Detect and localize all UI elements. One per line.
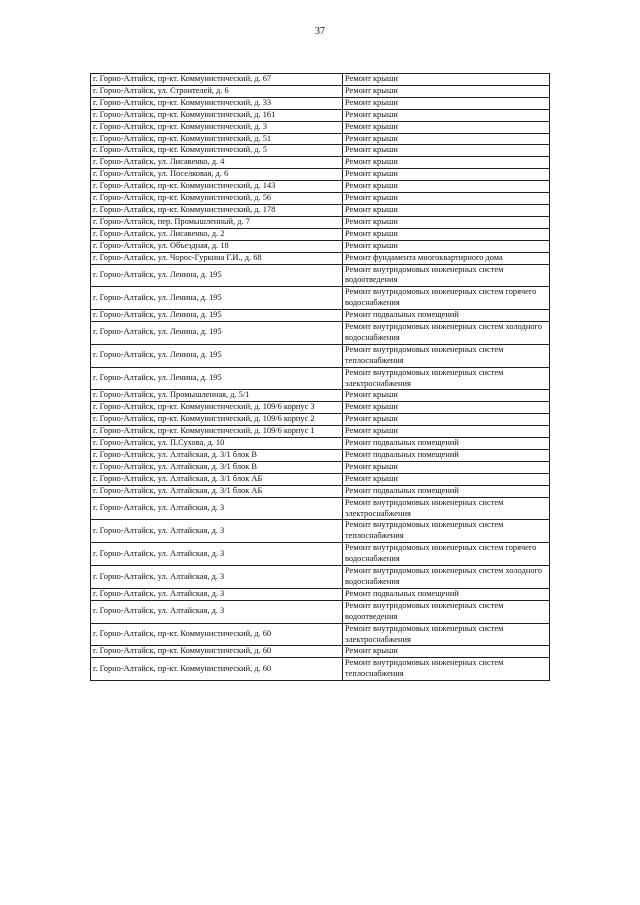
table-row <box>91 588 550 600</box>
table-row <box>91 240 550 252</box>
address-cell: г. Горно-Алтайск, пр-кт. Коммунистический, д. 60 <box>91 646 343 658</box>
address-cell: г. Горно-Алтайск, ул. Лисавенко, д. 4 <box>91 157 343 169</box>
work-type-cell: Ремонт внутридомовых инженерных систем горячего водоснабжения <box>343 287 550 310</box>
address-cell: г. Горно-Алтайск, ул. Чорос-Гуркина Г.И., д. 68 <box>91 252 343 264</box>
address-cell: г. Горно-Алтайск, ул. Алтайская, д. 3 <box>91 520 343 543</box>
table-row <box>91 344 550 367</box>
address-cell: г. Горно-Алтайск, ул. Строителей, д. 6 <box>91 85 343 97</box>
address-cell: г. Горно-Алтайск, ул. Ленина, д. 195 <box>91 264 343 287</box>
address-cell: г. Горно-Алтайск, ул. Алтайская, д. 3 <box>91 497 343 520</box>
work-type-cell: Ремонт подвальных помещений <box>343 485 550 497</box>
page-number: 37 <box>315 26 325 37</box>
address-cell: г. Горно-Алтайск, ул. Ленина, д. 195 <box>91 310 343 322</box>
work-type-cell: Ремонт крыши <box>343 145 550 157</box>
address-cell: г. Горно-Алтайск, пр-кт. Коммунистический, д. 56 <box>91 193 343 205</box>
table-row <box>91 74 550 86</box>
table-row <box>91 193 550 205</box>
table-row <box>91 414 550 426</box>
address-cell: г. Горно-Алтайск, пр-кт. Коммунистический, д. 3 <box>91 121 343 133</box>
table-row <box>91 497 550 520</box>
address-cell: г. Горно-Алтайск, ул. Алтайская, д. 3 <box>91 543 343 566</box>
work-type-cell: Ремонт подвальных помещений <box>343 310 550 322</box>
work-type-cell: Ремонт крыши <box>343 85 550 97</box>
work-type-cell: Ремонт крыши <box>343 204 550 216</box>
table-row <box>91 145 550 157</box>
table-row <box>91 85 550 97</box>
table-row <box>91 322 550 345</box>
work-type-cell: Ремонт крыши <box>343 109 550 121</box>
work-type-cell: Ремонт крыши <box>343 133 550 145</box>
address-cell: г. Горно-Алтайск, ул. Алтайская, д. 3 <box>91 566 343 589</box>
work-type-cell: Ремонт внутридомовых инженерных систем электроснабжения <box>343 497 550 520</box>
table-row <box>91 450 550 462</box>
work-type-cell: Ремонт внутридомовых инженерных систем теплоснабжения <box>343 658 550 681</box>
table-row <box>91 310 550 322</box>
address-cell: г. Горно-Алтайск, пр-кт. Коммунистический, д. 109/6 корпус 2 <box>91 414 343 426</box>
address-cell: г. Горно-Алтайск, пр-кт. Коммунистический, д. 109/6 корпус 1 <box>91 426 343 438</box>
work-type-cell: Ремонт крыши <box>343 121 550 133</box>
work-type-cell: Ремонт внутридомовых инженерных систем холодного водоснабжения <box>343 566 550 589</box>
table-row <box>91 367 550 390</box>
address-cell: г. Горно-Алтайск, ул. Ленина, д. 195 <box>91 344 343 367</box>
work-type-cell: Ремонт внутридомовых инженерных систем горячего водоснабжения <box>343 543 550 566</box>
address-cell: г. Горно-Алтайск, пр-кт. Коммунистический, д. 51 <box>91 133 343 145</box>
work-type-cell: Ремонт крыши <box>343 414 550 426</box>
address-cell: г. Горно-Алтайск, ул. Алтайская, д. 3 <box>91 600 343 623</box>
table-row <box>91 426 550 438</box>
address-cell: г. Горно-Алтайск, ул. Ленина, д. 195 <box>91 367 343 390</box>
work-type-cell: Ремонт крыши <box>343 390 550 402</box>
table-row <box>91 485 550 497</box>
table-row <box>91 658 550 681</box>
table-row <box>91 461 550 473</box>
work-type-cell: Ремонт крыши <box>343 169 550 181</box>
address-cell: г. Горно-Алтайск, ул. Алтайская, д. 3/1 блок АБ <box>91 485 343 497</box>
work-type-cell: Ремонт подвальных помещений <box>343 588 550 600</box>
table-row <box>91 264 550 287</box>
table-row <box>91 228 550 240</box>
address-cell: г. Горно-Алтайск, ул. Алтайская, д. 3/1 блок В <box>91 461 343 473</box>
address-cell: г. Горно-Алтайск, пер. Промышленный, д. 7 <box>91 216 343 228</box>
table-row <box>91 520 550 543</box>
table-row <box>91 133 550 145</box>
table-row <box>91 216 550 228</box>
address-cell: г. Горно-Алтайск, пр-кт. Коммунистический, д. 161 <box>91 109 343 121</box>
table-row <box>91 438 550 450</box>
address-cell: г. Горно-Алтайск, ул. Промышленная, д. 5/1 <box>91 390 343 402</box>
work-type-cell: Ремонт крыши <box>343 402 550 414</box>
work-type-cell: Ремонт внутридомовых инженерных систем теплоснабжения <box>343 520 550 543</box>
work-type-cell: Ремонт внутридомовых инженерных систем водоотведения <box>343 600 550 623</box>
address-cell: г. Горно-Алтайск, пр-кт. Коммунистический, д. 67 <box>91 74 343 86</box>
work-type-cell: Ремонт крыши <box>343 473 550 485</box>
work-type-cell: Ремонт крыши <box>343 157 550 169</box>
address-cell: г. Горно-Алтайск, ул. Поселковая, д. 6 <box>91 169 343 181</box>
work-type-cell: Ремонт крыши <box>343 426 550 438</box>
work-type-cell: Ремонт фундамента многоквартирного дома <box>343 252 550 264</box>
work-type-cell: Ремонт крыши <box>343 461 550 473</box>
address-cell: г. Горно-Алтайск, ул. Алтайская, д. 3 <box>91 588 343 600</box>
table-row <box>91 543 550 566</box>
work-type-cell: Ремонт внутридомовых инженерных систем электроснабжения <box>343 623 550 646</box>
table-row <box>91 181 550 193</box>
address-cell: г. Горно-Алтайск, ул. Алтайская, д. 3/1 блок АБ <box>91 473 343 485</box>
address-cell: г. Горно-Алтайск, пр-кт. Коммунистический, д. 60 <box>91 658 343 681</box>
table-row <box>91 169 550 181</box>
table-row <box>91 473 550 485</box>
work-type-cell: Ремонт подвальных помещений <box>343 438 550 450</box>
address-cell: г. Горно-Алтайск, ул. П.Сухова, д. 10 <box>91 438 343 450</box>
work-type-cell: Ремонт крыши <box>343 97 550 109</box>
table-row <box>91 600 550 623</box>
table-row <box>91 646 550 658</box>
work-type-cell: Ремонт крыши <box>343 216 550 228</box>
table-row <box>91 204 550 216</box>
table-row <box>91 623 550 646</box>
address-cell: г. Горно-Алтайск, ул. Ленина, д. 195 <box>91 287 343 310</box>
work-type-cell: Ремонт крыши <box>343 193 550 205</box>
work-type-cell: Ремонт крыши <box>343 240 550 252</box>
address-cell: г. Горно-Алтайск, пр-кт. Коммунистический, д. 109/6 корпус 3 <box>91 402 343 414</box>
work-type-cell: Ремонт внутридомовых инженерных систем водоотведения <box>343 264 550 287</box>
work-type-cell: Ремонт внутридомовых инженерных систем теплоснабжения <box>343 344 550 367</box>
table-row <box>91 252 550 264</box>
work-type-cell: Ремонт внутридомовых инженерных систем холодного водоснабжения <box>343 322 550 345</box>
address-cell: г. Горно-Алтайск, ул. Объездная, д. 18 <box>91 240 343 252</box>
work-type-cell: Ремонт крыши <box>343 646 550 658</box>
address-cell: г. Горно-Алтайск, ул. Ленина, д. 195 <box>91 322 343 345</box>
table-row <box>91 566 550 589</box>
table-row <box>91 402 550 414</box>
works-table-body <box>91 74 550 681</box>
address-cell: г. Горно-Алтайск, ул. Алтайская, д. 3/1 блок В <box>91 450 343 462</box>
table-row <box>91 97 550 109</box>
table-row <box>91 121 550 133</box>
works-table <box>90 73 550 681</box>
table-row <box>91 157 550 169</box>
table-row <box>91 109 550 121</box>
work-type-cell: Ремонт внутридомовых инженерных систем электроснабжения <box>343 367 550 390</box>
address-cell: г. Горно-Алтайск, пр-кт. Коммунистический, д. 33 <box>91 97 343 109</box>
address-cell: г. Горно-Алтайск, ул. Лисавенко, д. 2 <box>91 228 343 240</box>
table-row <box>91 390 550 402</box>
address-cell: г. Горно-Алтайск, пр-кт. Коммунистический, д. 5 <box>91 145 343 157</box>
address-cell: г. Горно-Алтайск, пр-кт. Коммунистический, д. 143 <box>91 181 343 193</box>
address-cell: г. Горно-Алтайск, пр-кт. Коммунистический, д. 60 <box>91 623 343 646</box>
work-type-cell: Ремонт подвальных помещений <box>343 450 550 462</box>
work-type-cell: Ремонт крыши <box>343 74 550 86</box>
work-type-cell: Ремонт крыши <box>343 228 550 240</box>
table-row <box>91 287 550 310</box>
address-cell: г. Горно-Алтайск, пр-кт. Коммунистический, д. 178 <box>91 204 343 216</box>
work-type-cell: Ремонт крыши <box>343 181 550 193</box>
